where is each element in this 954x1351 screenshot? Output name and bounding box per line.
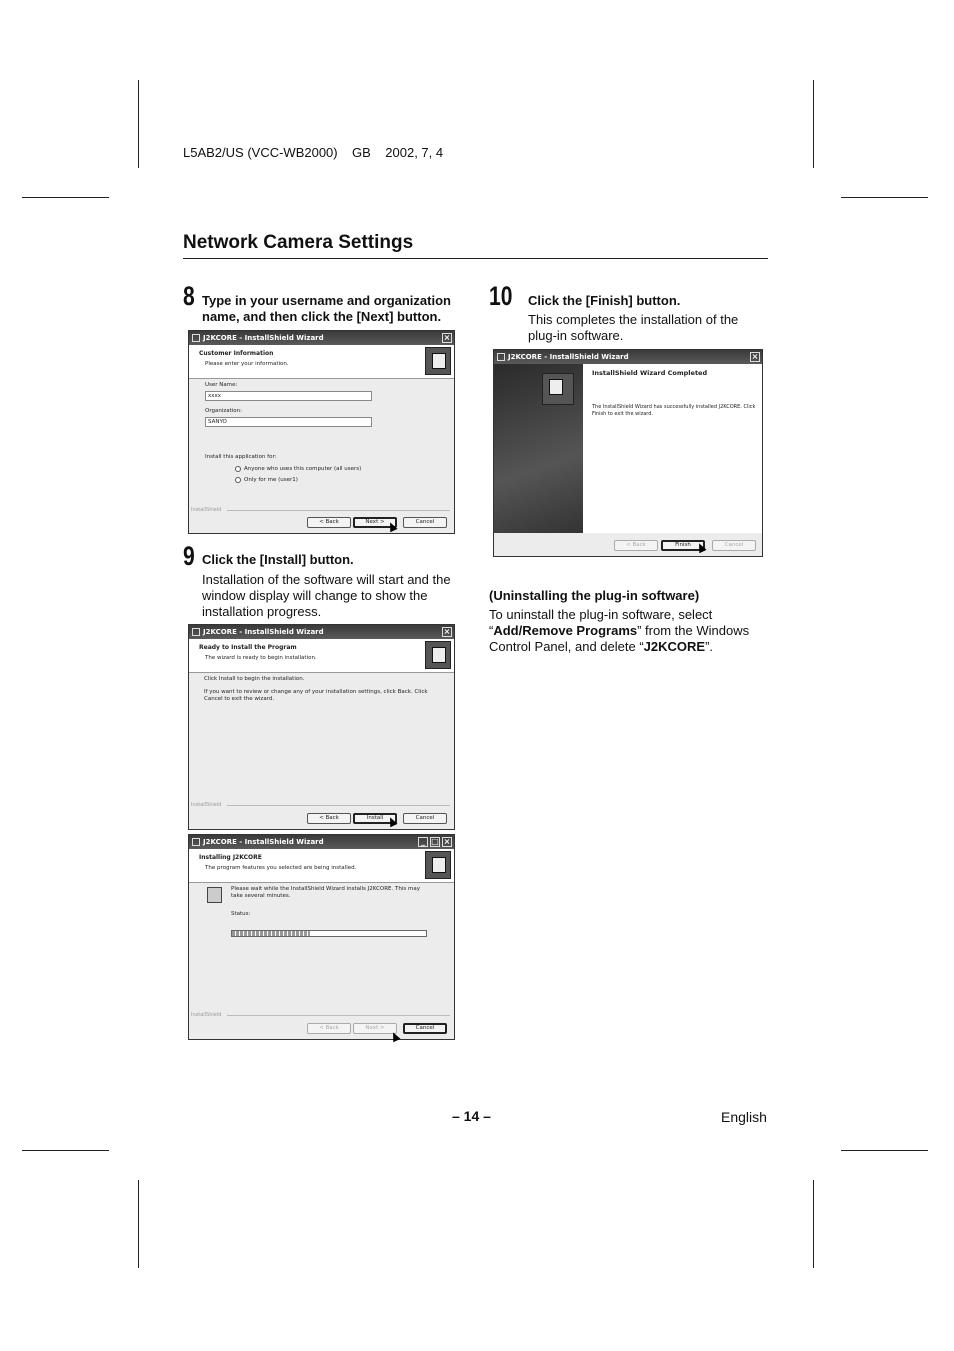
section-title: Network Camera Settings <box>183 232 414 253</box>
radio-all-users-label: Anyone who uses this computer (all users) <box>244 466 362 472</box>
dialog-subheading: The wizard is ready to begin installation. <box>205 655 317 661</box>
language-label: English <box>721 1109 767 1125</box>
maximize-button[interactable]: □ <box>431 837 439 846</box>
completion-content-area <box>583 364 762 533</box>
page-number: – 14 – <box>452 1108 491 1124</box>
radio-only-me-label: Only for me (user1) <box>244 477 298 483</box>
step-number: 8 <box>183 281 195 311</box>
crop-mark <box>813 1180 814 1268</box>
next-button[interactable]: Next > <box>353 1023 397 1034</box>
document-code: L5AB2/US (VCC-WB2000) GB 2002, 7, 4 <box>183 145 444 160</box>
dialog-subheading: Please enter your information. <box>205 361 289 367</box>
user-name-field[interactable]: xxxx <box>205 391 372 401</box>
uninstall-quote-open: “ <box>489 623 494 638</box>
close-button[interactable]: × <box>751 352 759 361</box>
cancel-button[interactable]: Cancel <box>712 540 756 551</box>
dialog-title: J2KCORE - InstallShield Wizard <box>203 628 324 636</box>
ready-to-install-dialog <box>188 624 455 830</box>
uninstall-text-end: ”. <box>705 639 714 654</box>
customer-info-dialog <box>188 330 455 534</box>
title-bar <box>494 350 762 364</box>
completed-message: The InstallShield Wizard has successfully installed J2KCORE. Click Finish to exit the wizard. <box>592 404 756 417</box>
title-bar <box>189 331 454 345</box>
radio-only-me[interactable] <box>235 477 241 483</box>
dialog-subheading: The program features you selected are being installed. <box>205 865 357 871</box>
uninstall-text-2: ” from the Windows Control Panel, and delete “ <box>489 623 750 654</box>
title-rule <box>183 258 768 259</box>
user-name-label: User Name: <box>205 382 238 388</box>
status-label: Status: <box>231 911 251 917</box>
uninstall-instructions <box>489 607 764 655</box>
cancel-button[interactable]: Cancel <box>403 1023 447 1034</box>
installing-wait-text: Please wait while the InstallShield Wizard installs J2KCORE. This may take several minutes. <box>231 886 421 899</box>
step-instruction: Type in your username and organization name, and then click the [Next] button. <box>202 293 451 324</box>
installshield-brand: InstallShield <box>191 1012 222 1018</box>
close-button[interactable]: × <box>443 333 451 342</box>
dialog-heading: Installing J2KCORE <box>199 854 262 861</box>
installer-logo-icon <box>425 347 451 375</box>
radio-all-users[interactable] <box>235 466 241 472</box>
crop-mark <box>841 1150 928 1151</box>
installer-logo-icon <box>425 641 451 669</box>
crop-mark <box>138 1180 139 1268</box>
crop-mark <box>22 197 109 198</box>
install-button[interactable]: Install <box>353 813 397 824</box>
wizard-side-panel <box>494 364 583 533</box>
back-button[interactable]: < Back <box>614 540 658 551</box>
minimize-button[interactable]: _ <box>418 837 428 847</box>
cancel-button[interactable]: Cancel <box>403 517 447 528</box>
ready-line-2: If you want to review or change any of your installation settings, click Back. Click Cancel to exit the wizard. <box>204 689 428 702</box>
app-icon <box>192 838 200 846</box>
dialog-title: J2KCORE - InstallShield Wizard <box>203 838 324 846</box>
next-button[interactable]: Next > <box>353 517 397 528</box>
back-button[interactable]: < Back <box>307 813 351 824</box>
mouse-cursor-icon <box>389 1031 400 1043</box>
installshield-brand: InstallShield <box>191 802 222 808</box>
footer-divider <box>227 1015 450 1016</box>
crop-mark <box>22 1150 109 1151</box>
crop-mark <box>841 197 928 198</box>
install-progress-bar <box>231 930 427 937</box>
close-button[interactable]: × <box>443 837 451 846</box>
crop-mark <box>138 80 139 168</box>
installer-logo-icon <box>542 373 574 405</box>
step-instruction: Click the [Install] button. <box>202 552 354 567</box>
dialog-heading: Ready to Install the Program <box>199 644 297 651</box>
dialog-title: J2KCORE - InstallShield Wizard <box>508 353 629 361</box>
title-bar <box>189 625 454 639</box>
cancel-button[interactable]: Cancel <box>403 813 447 824</box>
dialog-header <box>189 849 454 883</box>
step-description: This completes the installation of the plug-in software. <box>528 312 739 343</box>
installer-package-icon <box>207 887 222 903</box>
app-icon <box>192 334 200 342</box>
crop-mark <box>813 80 814 168</box>
uninstall-heading: (Uninstalling the plug-in software) <box>489 588 700 603</box>
dialog-heading: Customer Information <box>199 350 274 357</box>
add-remove-programs-label: Add/Remove Programs <box>493 623 638 638</box>
dialog-header <box>189 345 454 379</box>
completed-heading: InstallShield Wizard Completed <box>592 369 708 377</box>
step-number: 10 <box>489 281 513 311</box>
app-icon <box>497 353 505 361</box>
back-button[interactable]: < Back <box>307 1023 351 1034</box>
ready-line-1: Click Install to begin the installation. <box>204 676 305 682</box>
progress-fill <box>232 931 310 936</box>
step-description: Installation of the software will start and the window display will change to show the installation progress. <box>202 572 451 619</box>
close-button[interactable]: × <box>443 627 451 636</box>
dialog-title: J2KCORE - InstallShield Wizard <box>203 334 324 342</box>
organization-label: Organization: <box>205 408 243 414</box>
back-button[interactable]: < Back <box>307 517 351 528</box>
finish-button[interactable]: Finish <box>661 540 705 551</box>
organization-field[interactable]: SANYO <box>205 417 372 427</box>
step-number: 9 <box>183 541 195 571</box>
footer-divider <box>227 805 450 806</box>
footer-divider <box>227 510 450 511</box>
wizard-completed-dialog <box>493 349 763 557</box>
title-bar <box>189 835 454 849</box>
app-icon <box>192 628 200 636</box>
installshield-brand: InstallShield <box>191 507 222 513</box>
step-instruction: Click the [Finish] button. <box>528 293 681 308</box>
installing-dialog <box>188 834 455 1040</box>
uninstall-text-1: To uninstall the plug-in software, select <box>489 607 713 622</box>
j2kcore-label: J2KCORE <box>643 639 706 654</box>
installer-logo-icon <box>425 851 451 879</box>
dialog-header <box>189 639 454 673</box>
install-for-label: Install this application for: <box>205 454 277 460</box>
